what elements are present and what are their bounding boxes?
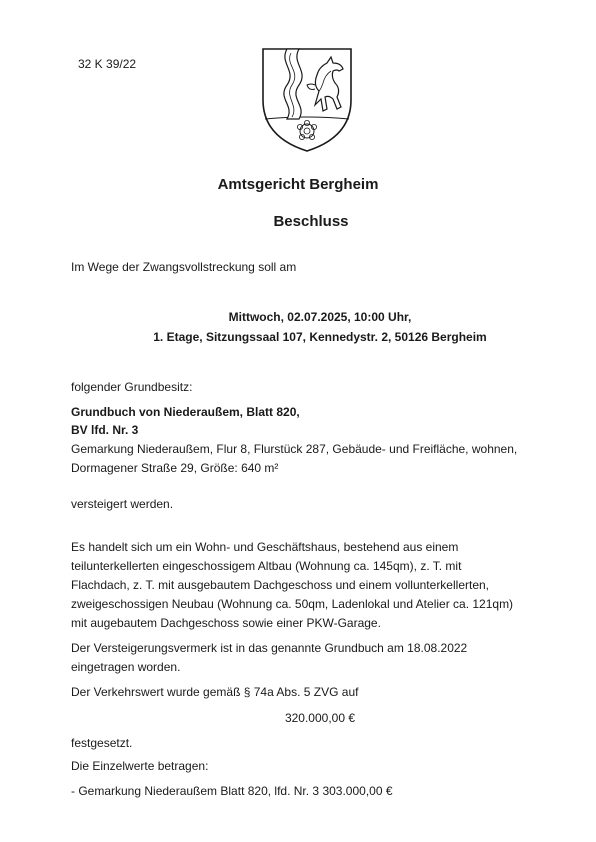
registration-line: eingetragen worden. <box>71 660 181 674</box>
intro-text: Im Wege der Zwangsvollstreckung soll am <box>71 260 297 274</box>
building-description-line: Flachdach, z. T. mit ausgebautem Dachgeschoss und einem vollunterkellerten, <box>71 578 490 592</box>
case-number: 32 K 39/22 <box>78 57 137 71</box>
auction-statement: versteigert werden. <box>71 497 174 511</box>
building-description-line: zweigeschossigen Neubau (Wohnung ca. 50qm, Ladenlokal und Atelier ca. 121qm) <box>71 597 514 611</box>
building-description-line: teilunterkellerten eingeschossigem Altbau (Wohnung ca. 145qm), z. T. mit <box>71 559 462 573</box>
court-name: Amtsgericht Bergheim <box>217 176 379 193</box>
building-description-line: Es handelt sich um ein Wohn- und Geschäftshaus, bestehend aus einem <box>71 540 459 554</box>
building-description-line: mit augebautem Dachgeschoss sowie einer PKW-Garage. <box>71 616 381 630</box>
appointment-location: 1. Etage, Sitzungssaal 107, Kennedystr. 2, 50126 Bergheim <box>153 330 487 344</box>
registration-line: Der Versteigerungsvermerk ist in das genannte Grundbuch am 18.08.2022 <box>71 641 468 655</box>
appointment-date: Mittwoch, 02.07.2025, 10:00 Uhr, <box>228 310 412 324</box>
property-description-line: Dormagener Straße 29, Größe: 640 m² <box>71 461 279 475</box>
valuation-amount: 320.000,00 € <box>284 711 356 725</box>
property-description-line: Gemarkung Niederaußem, Flur 8, Flurstück 287, Gebäude- und Freifläche, wohnen, <box>71 442 518 456</box>
individual-values-intro: Die Einzelwerte betragen: <box>71 759 209 773</box>
valuation-intro: Der Verkehrswert wurde gemäß § 74a Abs. 5 ZVG auf <box>71 685 359 699</box>
property-register: Grundbuch von Niederaußem, Blatt 820, <box>71 405 300 419</box>
property-bv-number: BV lfd. Nr. 3 <box>71 423 139 437</box>
property-intro: folgender Grundbesitz: <box>71 380 193 394</box>
nrw-coat-of-arms-icon <box>257 45 357 155</box>
individual-value-item: - Gemarkung Niederaußem Blatt 820, lfd. Nr. 3 303.000,00 € <box>71 784 393 798</box>
valuation-outro: festgesetzt. <box>71 736 133 750</box>
document-title: Beschluss <box>273 213 349 230</box>
